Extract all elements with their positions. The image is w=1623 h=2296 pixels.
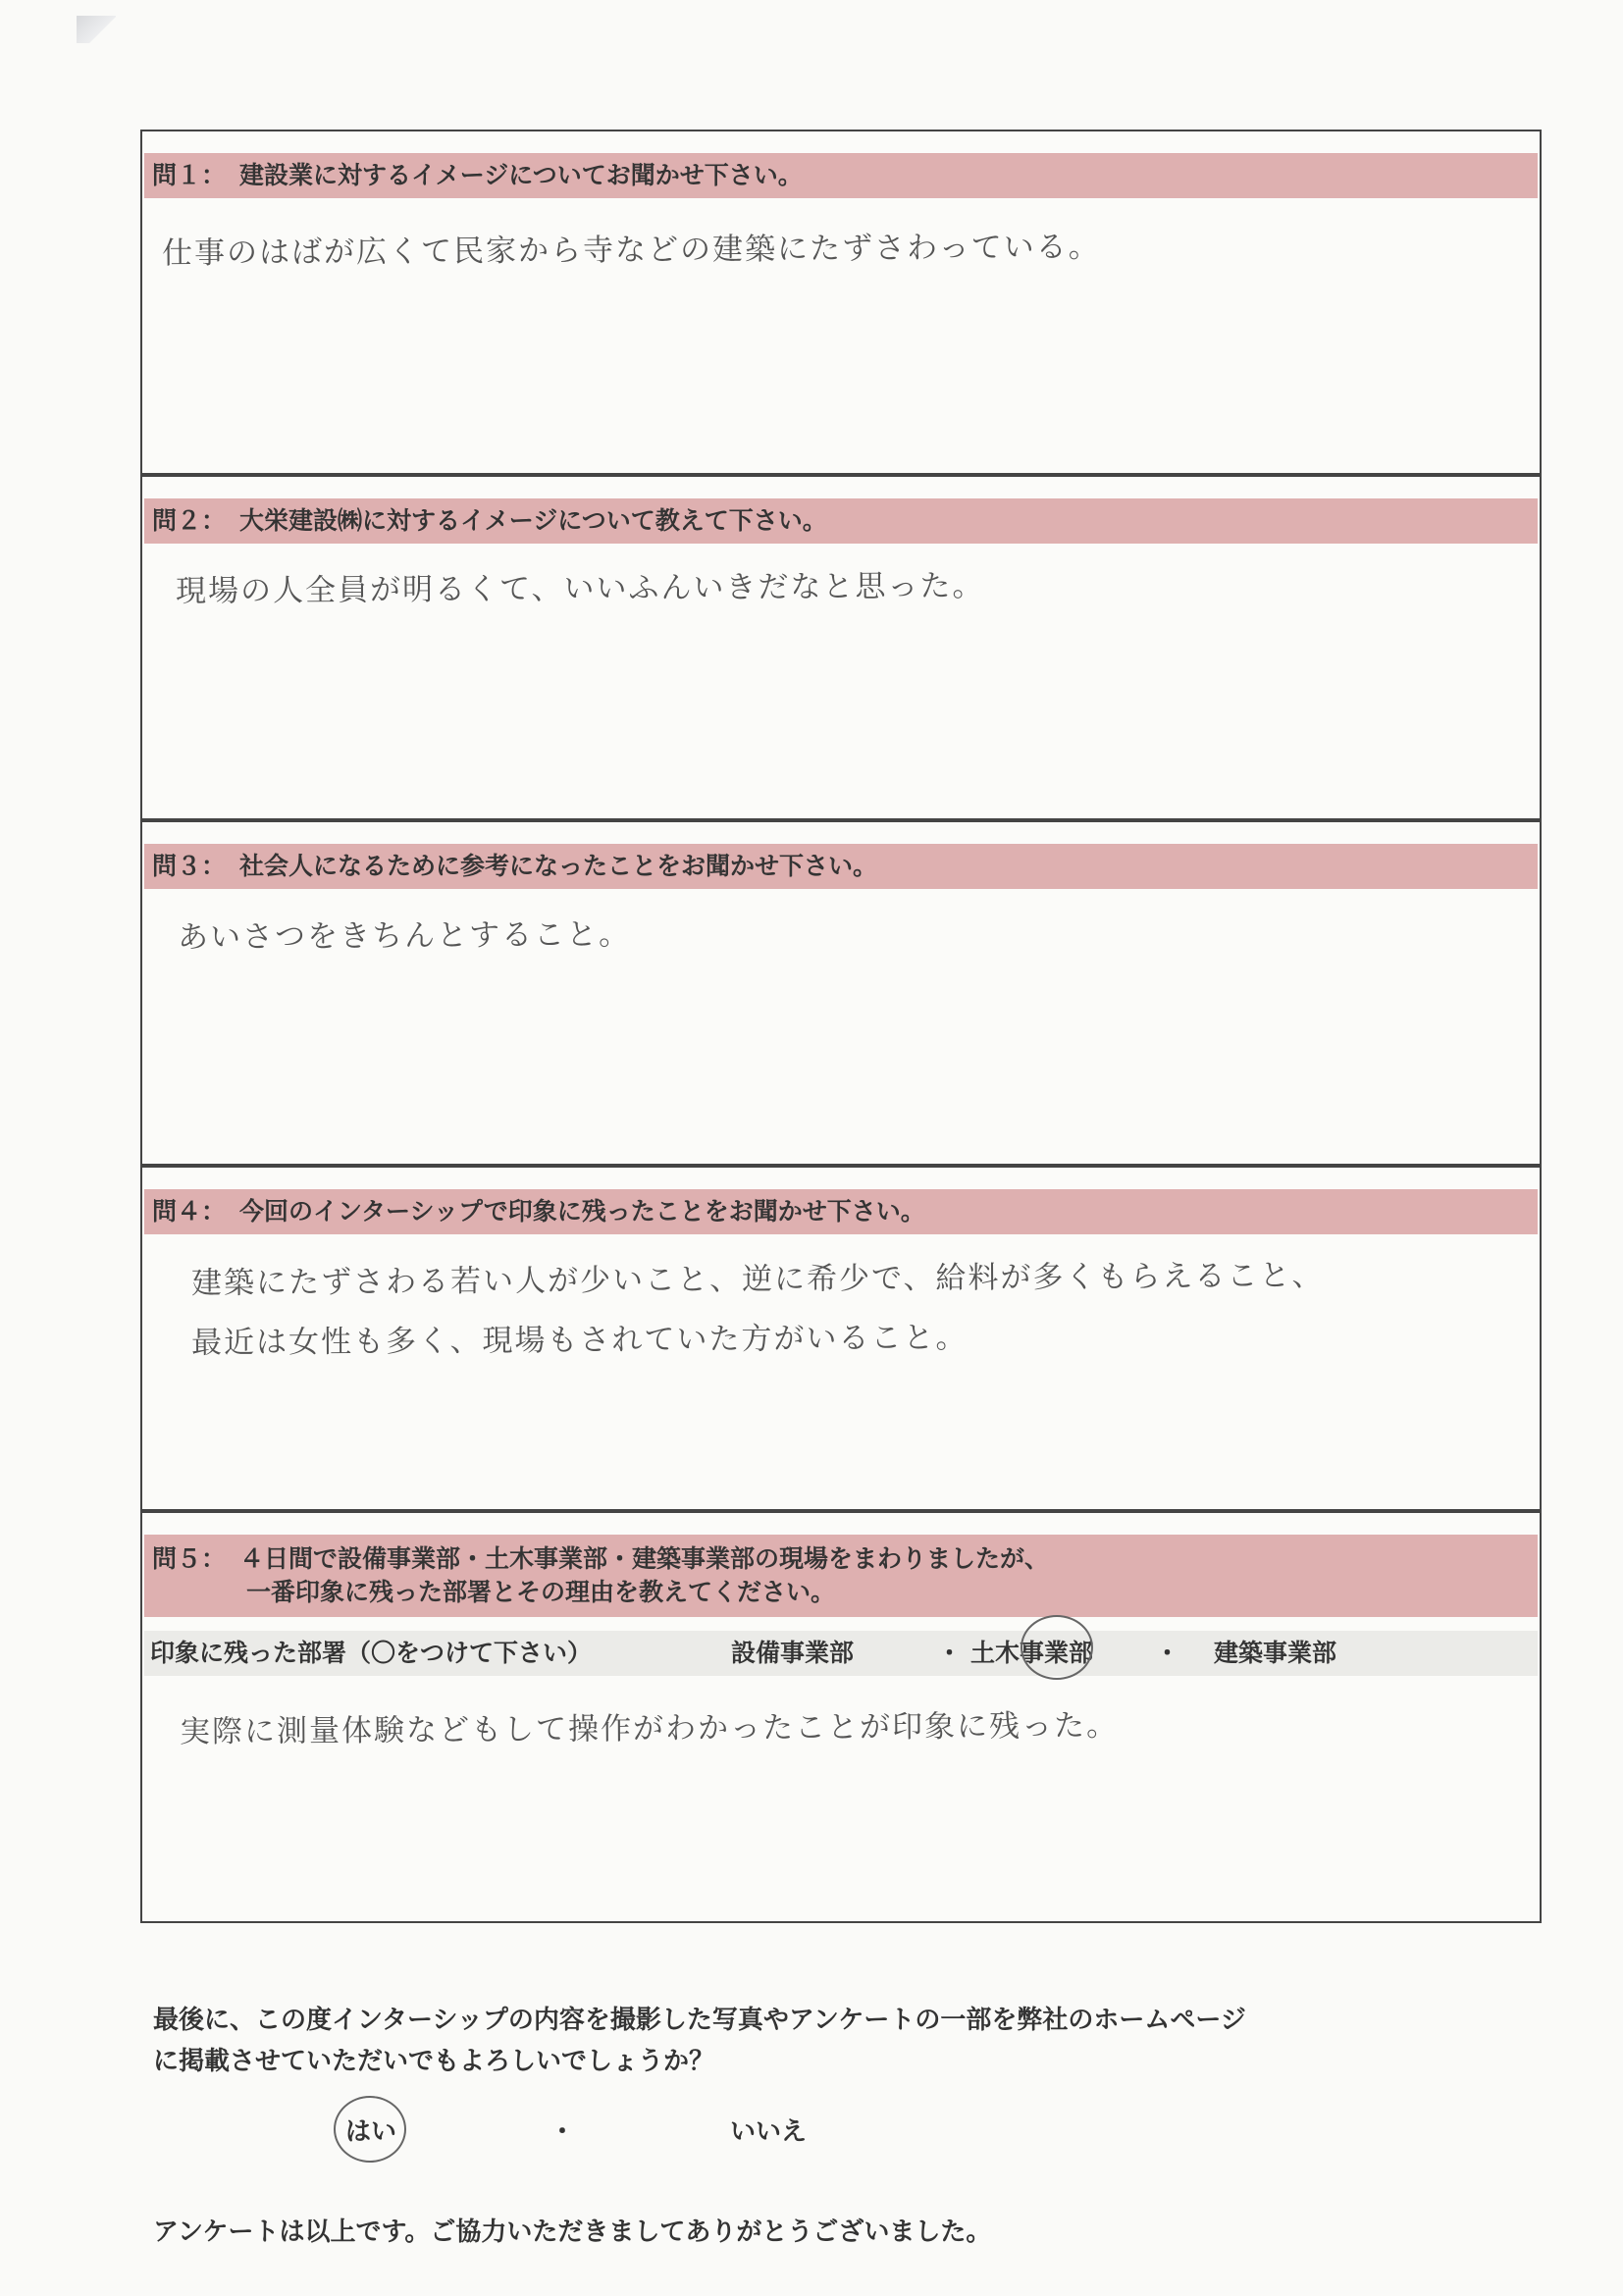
department-separator: ・ xyxy=(937,1639,963,1667)
question-4-answer-line-1: 建築にたずさわる若い人が少いこと、逆に希少で、給料が多くもらえること、 xyxy=(190,1257,1325,1302)
question-5-answer: 実際に測量体験などもして操作がわかったことが印象に残った。 xyxy=(179,1707,1120,1750)
scan-corner-mark xyxy=(77,16,116,43)
consent-yes-circle xyxy=(334,2096,406,2163)
question-3-label: 問３： xyxy=(152,852,227,880)
question-3-answer: あいさつをきちんとすること。 xyxy=(177,916,632,956)
question-1-text: 建設業に対するイメージについてお聞かせ下さい。 xyxy=(239,161,803,189)
question-2-label: 問２： xyxy=(152,506,227,535)
consent-no-option[interactable]: いいえ xyxy=(730,2117,808,2147)
department-selection-row xyxy=(144,1631,1538,1676)
department-selection-circle xyxy=(1021,1615,1093,1680)
question-1-answer: 仕事のはばが広くて民家から寺などの建築にたずさわっている。 xyxy=(161,229,1101,272)
department-prompt: 印象に残った部署（〇をつけて下さい） xyxy=(150,1639,593,1667)
question-1-box xyxy=(140,130,1542,475)
question-1-label: 問１： xyxy=(152,161,227,189)
department-separator: ・ xyxy=(1155,1639,1180,1667)
consent-question-line-1: 最後に、この度インターシップの内容を撮影した写真やアンケートの一部を弊社のホームページ xyxy=(153,2006,1246,2035)
question-2-text: 大栄建設㈱に対するイメージについて教えて下さい。 xyxy=(239,506,827,535)
question-2-header xyxy=(144,498,1538,544)
question-3-text: 社会人になるために参考になったことをお聞かせ下さい。 xyxy=(239,852,878,880)
department-option-doboku[interactable]: 土木事業部 xyxy=(970,1639,1094,1667)
question-3-box xyxy=(140,820,1542,1166)
question-4-header xyxy=(144,1189,1538,1234)
question-5-box xyxy=(140,1511,1542,1923)
closing-message: アンケートは以上です。ご協力いただきましてありがとうございました。 xyxy=(153,2218,992,2247)
question-4-answer-line-2: 最近は女性も多く、現場もされていた方がいること。 xyxy=(190,1320,969,1361)
consent-question-line-2: に掲載させていただいでもよろしいでしょうか？ xyxy=(153,2047,715,2076)
consent-yes-option[interactable]: はい xyxy=(345,2117,397,2147)
question-3-header xyxy=(144,844,1538,889)
consent-separator: ・ xyxy=(550,2117,576,2147)
question-5-text-line-1: ４日間で設備事業部・土木事業部・建築事業部の現場をまわりましたが、 xyxy=(239,1544,1050,1573)
question-5-text-line-2: 一番印象に残った部署とその理由を教えてください。 xyxy=(246,1578,836,1606)
question-2-box xyxy=(140,475,1542,820)
question-4-box xyxy=(140,1166,1542,1511)
department-option-kenchiku[interactable]: 建築事業部 xyxy=(1214,1639,1337,1667)
question-4-label: 問４： xyxy=(152,1197,227,1226)
question-2-answer: 現場の人全員が明るくて、いいふんいきだなと思った。 xyxy=(175,568,985,609)
department-option-setsubi[interactable]: 設備事業部 xyxy=(731,1639,855,1667)
question-5-label: 問５： xyxy=(152,1544,227,1573)
question-1-header xyxy=(144,153,1538,198)
question-5-header xyxy=(144,1535,1538,1617)
question-4-text: 今回のインターシップで印象に残ったことをお聞かせ下さい。 xyxy=(239,1197,925,1226)
